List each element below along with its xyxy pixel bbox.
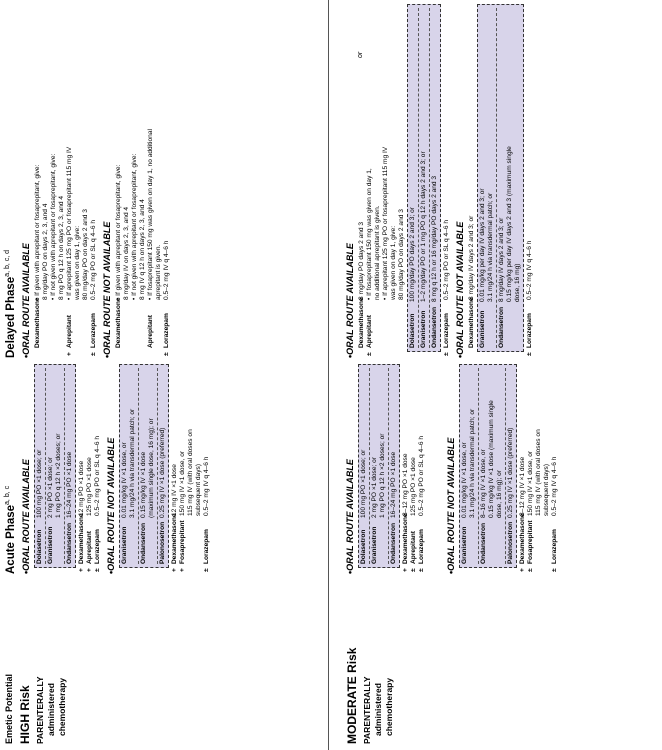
acute-phase-title: Acute Phase (4, 504, 17, 574)
high-risk-name: HIGH Risk (18, 685, 32, 744)
drug-name (469, 518, 477, 564)
drug-name: Dolasetron (360, 529, 367, 564)
drug-name (50, 300, 58, 348)
drug-name (155, 300, 163, 348)
drug-prefix (468, 348, 476, 356)
drug-prefix: ± (89, 352, 97, 356)
drug-prefix: ± (202, 568, 210, 572)
drug-name (131, 300, 139, 348)
drug-dose: 16–24 mg PO ×1 dose (390, 451, 397, 518)
drug-name: Granisetron (120, 526, 128, 564)
drug-dose: 80 mg/day PO on days 2 and 3 (81, 209, 89, 300)
drug-dose: subsequent days) (194, 463, 202, 516)
drug-prefix (390, 348, 398, 356)
moderate-acute-oral-route: • ORAL ROUTE AVAILABLE (345, 364, 355, 574)
drug-name: Aprepitant (146, 315, 154, 348)
drug-dose: 3.1 mg/24 h via transdermal patch; or (487, 192, 494, 302)
drug-line (58, 4, 66, 356)
drug-name (42, 300, 50, 348)
drug-line (123, 4, 131, 356)
drug-dose: 125 mg PO ×1 dose (410, 457, 417, 516)
drug-name: Dexamethasone (402, 513, 409, 564)
drug-dose: 8–12 mg PO ×1 dose (402, 453, 409, 516)
drug-name: Granisetron (420, 310, 427, 348)
moderate-acute-oral-plus (402, 364, 426, 574)
drug-prefix (131, 348, 139, 356)
drug-prefix (382, 348, 390, 356)
moderate-risk-section (337, 0, 662, 750)
drug-name (374, 300, 382, 348)
drug-row (429, 8, 439, 348)
drug-line (410, 364, 418, 572)
drug-dose: 8 mg q 12 h or 16 mg/day PO days 2 and 3 (431, 175, 438, 302)
drug-name: Dolasetron (409, 313, 416, 348)
drug-name (74, 300, 82, 348)
drug-dose: 0.5–2 mg PO or SL q 4–6 h (93, 435, 101, 516)
drug-dose: 80 mg/day PO on days 2 and 3 (398, 209, 405, 300)
drug-name: Lorazepam (526, 313, 533, 348)
drug-prefix: + (85, 568, 93, 572)
drug-name: Aprepitant (410, 531, 417, 564)
drug-line (535, 364, 543, 572)
drug-row (148, 368, 156, 564)
drug-dose: 1 mg PO q 12 h ×2 doses; or (379, 433, 386, 518)
drug-dose: • If aprepitant 125 mg PO or fosaprepitant 115 mg IV (382, 146, 389, 300)
drug-dose: 100 mg/day PO days 2 and 3; or (409, 207, 416, 302)
drug-dose: 8 mg/day PO days 2 and 3 (358, 221, 365, 300)
moderate-delayed-oral-box (407, 4, 441, 352)
drug-row (496, 368, 504, 564)
drug-prefix: ± (527, 568, 534, 572)
drug-name (535, 516, 543, 564)
drug-line (82, 4, 90, 356)
drug-line (195, 364, 203, 572)
drug-row (45, 368, 55, 564)
drug-dose: 0.01 mg/kg IV ×1 dose, or (461, 442, 468, 518)
drug-row (36, 368, 44, 564)
drug-line (527, 364, 535, 572)
drug-dose: was given on day 1, give: (73, 225, 81, 300)
drug-prefix (358, 348, 366, 356)
drug-name (487, 302, 495, 348)
drug-name: Ondansetron (431, 306, 438, 348)
moderate-acute-column (341, 364, 559, 574)
moderate-acute-oral-box (358, 364, 400, 568)
high-acute-oral-route: • ORAL ROUTE AVAILABLE (21, 364, 31, 574)
drug-name: Lorazepam (162, 313, 170, 348)
drug-dose: • If not given with aprepitant or fosaprepitant, give: (130, 153, 138, 300)
drug-line (171, 364, 179, 572)
drug-row (55, 368, 63, 564)
drug-line (382, 4, 390, 356)
drug-name: Lorazepam (551, 529, 558, 564)
drug-name: Ondansetron (480, 522, 487, 564)
drug-name: Ondansetron (390, 522, 397, 564)
drug-line (66, 4, 74, 356)
moderate-acute-not-plus (519, 364, 559, 574)
drug-name: Dexamethasone (358, 297, 365, 348)
drug-dose: 0.01 mg/kg per day IV days 2 and 3; or (479, 188, 486, 302)
drug-name (58, 300, 66, 348)
emetic-potential-heading: Emetic Potential (4, 673, 14, 744)
drug-prefix (139, 348, 147, 356)
moderate-delayed-oral-after (443, 4, 451, 358)
drug-dose: 16–24 mg PO ×1 dose (65, 451, 73, 518)
drug-prefix (34, 348, 42, 356)
drug-line (139, 4, 147, 356)
drug-row (479, 8, 487, 348)
drug-prefix: ± (526, 352, 533, 356)
drug-name: Lorazepam (89, 313, 97, 348)
drug-line (131, 4, 139, 356)
moderate-acute-not-box (459, 364, 517, 568)
drug-prefix (398, 348, 406, 356)
drug-name (398, 300, 406, 348)
high-delayed-oral-route: • ORAL ROUTE AVAILABLE (21, 4, 31, 358)
drug-name (148, 518, 156, 564)
drug-row (461, 368, 469, 564)
moderate-delayed-column (341, 4, 534, 358)
acute-phase-footnote: a, b, c (4, 485, 11, 505)
moderate-delayed-not-lines (468, 4, 476, 358)
drug-line (366, 4, 374, 356)
drug-row (157, 368, 167, 564)
drug-line (187, 364, 195, 572)
drug-prefix: + (170, 568, 178, 572)
moderate-delayed-not-route: • ORAL ROUTE NOT AVAILABLE (455, 4, 465, 358)
drug-dose: 0.15 mg/kg IV ×1 dose (maximum single (488, 400, 495, 518)
drug-name (506, 302, 514, 348)
high-delayed-column (4, 4, 171, 358)
drug-name: Ondansetron (139, 522, 147, 564)
drug-dose: 125 mg PO ×1 dose (85, 457, 93, 516)
drug-name (129, 518, 137, 564)
drug-line (94, 364, 102, 572)
drug-prefix: ± (443, 352, 450, 356)
drug-name: Dexamethasone (170, 513, 178, 564)
drug-name: Aprepitant (65, 315, 73, 348)
drug-name: Granisetron (371, 526, 378, 564)
drug-row (506, 8, 514, 348)
drug-row (496, 8, 506, 348)
drug-prefix (123, 348, 131, 356)
drug-dose: 0.25 mg IV ×1 dose (preferred) (507, 427, 514, 518)
drug-name (543, 516, 551, 564)
drug-dose: dose, 16 mg); or (496, 469, 503, 518)
drug-prefix: ± (410, 568, 417, 572)
drug-dose: 8 mg IV q 12 h on days 2, 3, and 4 (138, 199, 146, 300)
drug-dose: 115 mg IV (with oral doses on (186, 429, 194, 516)
drug-dose: • If not given with aprepitant or fosaprepitant, give: (49, 153, 57, 300)
drug-name: Lorazepam (418, 529, 425, 564)
drug-dose: 150 mg IV ×1 dose, or (527, 450, 534, 516)
drug-line (115, 4, 123, 356)
drug-prefix: + (77, 568, 85, 572)
drug-dose: subsequent days) (543, 463, 550, 516)
drug-name: Ondansetron (65, 522, 73, 564)
drug-name: Granisetron (479, 310, 486, 348)
high-acute-not-plus (171, 364, 211, 574)
drug-dose: 8 mg/day IV days 2 and 3; or (468, 215, 475, 300)
drug-line (42, 4, 50, 356)
drug-name: Fosaprepitant (527, 520, 534, 564)
drug-name (82, 300, 90, 348)
high-delayed-oral-lines (34, 4, 98, 358)
drug-prefix (195, 564, 203, 572)
drug-row (121, 368, 129, 564)
drug-line (147, 4, 155, 356)
drug-dose: aprepitant is given. (154, 244, 162, 300)
drug-line (203, 364, 211, 572)
drug-row (129, 368, 137, 564)
drug-name (488, 518, 496, 564)
moderate-delayed-oral-lines (358, 4, 406, 358)
drug-name: Aprepitant (366, 315, 373, 348)
drug-row (409, 8, 417, 348)
drug-prefix (50, 348, 58, 356)
drug-dose: 0.01 mg/kg IV ×1 dose, or (120, 442, 128, 518)
drug-prefix: ± (366, 352, 373, 356)
drug-name (514, 302, 522, 348)
or-label: or (357, 51, 364, 58)
drug-name (382, 300, 390, 348)
drug-dose: 100 mg PO ×1 dose; or (360, 449, 367, 518)
drug-dose: 0.5–2 mg PO or SL q 4–6 h (418, 435, 425, 516)
high-risk-sub1: PARENTERALLY (35, 676, 45, 744)
drug-line (163, 4, 171, 356)
drug-line (551, 364, 559, 572)
drug-dose: 0.15 mg/kg per day IV days 2 and 3 (maximum single (506, 146, 513, 302)
high-risk-sub2: administered (46, 683, 56, 736)
moderate-risk-description (362, 574, 395, 744)
drug-dose: 12 mg IV ×1 dose (170, 464, 178, 516)
drug-dose: 8 mg/day IV on days 2, 3, and 4 (122, 206, 130, 300)
drug-name (390, 300, 398, 348)
drug-row (360, 368, 368, 564)
drug-dose: 0.5–2 mg IV q 4–6 h (551, 456, 558, 516)
drug-dose: • If fosaprepitant 150 mg was given on day 1, (366, 168, 373, 300)
drug-prefix (115, 348, 123, 356)
drug-prefix (147, 348, 155, 356)
drug-prefix (535, 564, 543, 572)
high-risk-label-column (4, 574, 68, 744)
drug-row (388, 368, 398, 564)
drug-dose: • If fosaprepitant 150 mg was given on day 1, no additional (146, 129, 154, 300)
drug-name: Lorazepam (93, 529, 101, 564)
drug-line (402, 364, 410, 572)
drug-dose: • If given with aprepitant or fosaprepitant, give: (33, 164, 41, 300)
drug-dose: 0.5–2 mg PO or SL q 4–6 h (89, 219, 97, 300)
drug-line (519, 364, 527, 572)
drug-prefix (82, 348, 90, 356)
delayed-phase-heading (4, 4, 17, 358)
drug-line (468, 4, 476, 356)
section-divider (328, 0, 329, 750)
moderate-risk-sub1: PARENTERALLY (362, 676, 372, 744)
drug-dose: 0.5–2 mg IV q 4–6 h (526, 240, 533, 300)
drug-dose: 3.1 mg/24 h via transdermal patch; or (469, 408, 476, 518)
drug-name (379, 518, 387, 564)
drug-line (90, 4, 98, 356)
drug-line (78, 364, 86, 572)
drug-line (390, 4, 398, 356)
drug-name: Lorazepam (202, 529, 210, 564)
drug-dose: 2 mg PO ×1 dose; or (371, 456, 378, 518)
drug-name (496, 518, 504, 564)
drug-prefix: ± (551, 568, 558, 572)
drug-dose: was given on day 1, give: (390, 225, 397, 300)
drug-dose: 12 mg PO ×1 dose (77, 460, 85, 516)
delayed-phase-title: Delayed Phase (4, 276, 17, 358)
drug-line (155, 4, 163, 356)
high-acute-not-box (119, 364, 169, 568)
drug-prefix (187, 564, 195, 572)
drug-line (374, 4, 382, 356)
drug-name: Dexamethasone (468, 297, 475, 348)
drug-name: Dexamethasone (114, 297, 122, 348)
drug-dose: 150 mg IV ×1 dose, or (178, 450, 186, 516)
moderate-delayed-not-box (477, 4, 524, 352)
drug-dose: 8–12 mg IV ×1 dose (519, 456, 526, 516)
moderate-risk-sub3: chemotherapy (384, 677, 394, 736)
drug-name: Dexamethasone (77, 513, 85, 564)
drug-row (138, 368, 148, 564)
high-acute-oral-plus (78, 364, 102, 574)
drug-dose: 1–2 mg/day PO or 1 mg PO q 12 h days 2 and 3; or (420, 151, 427, 302)
drug-line (50, 4, 58, 356)
drug-dose: 100 mg PO ×1 dose; or (35, 449, 43, 518)
drug-prefix: + (178, 568, 186, 572)
high-acute-column (4, 364, 211, 574)
drug-dose: 8 mg/day PO on days 2, 3, and 4 (41, 203, 49, 300)
drug-dose: • If aprepitant 125 mg PO or fosaprepitant 115 mg IV (65, 146, 73, 300)
drug-prefix: + (65, 352, 73, 356)
drug-dose: 115 mg IV (with oral doses on (535, 429, 542, 516)
moderate-risk-name: MODERATE Risk (345, 647, 359, 744)
drug-name: Lorazepam (443, 313, 450, 348)
drug-row (505, 368, 515, 564)
high-delayed-not-lines (115, 4, 171, 358)
drug-row (469, 368, 477, 564)
drug-line (179, 364, 187, 572)
drug-line (418, 364, 426, 572)
drug-name: Dexamethasone (519, 513, 526, 564)
drug-name: Granisetron (46, 526, 54, 564)
drug-name (139, 300, 147, 348)
drug-name (187, 516, 195, 564)
drug-row (418, 8, 428, 348)
drug-dose: dose, 16 mg) (514, 263, 521, 302)
moderate-risk-sub2: administered (373, 683, 383, 736)
drug-name (195, 516, 203, 564)
drug-prefix (42, 348, 50, 356)
drug-dose: (maximum single dose, 16 mg); or (147, 418, 155, 518)
drug-prefix (374, 348, 382, 356)
drug-row (64, 368, 74, 564)
moderate-risk-label-column (341, 574, 395, 744)
high-risk-description (35, 574, 68, 744)
drug-name: Dexamethasone (33, 297, 41, 348)
high-risk-section (0, 0, 325, 750)
delayed-phase-footnote: a, b, c, d (4, 249, 11, 277)
drug-name: Palonosetron (507, 521, 514, 564)
moderate-acute-not-route: • ORAL ROUTE NOT AVAILABLE (446, 364, 456, 574)
drug-dose: 0.15 mg/kg IV ×1 dose (139, 451, 147, 518)
moderate-delayed-not-after (526, 4, 534, 358)
drug-line (443, 4, 451, 356)
drug-prefix (58, 348, 66, 356)
drug-line (543, 364, 551, 572)
drug-dose: 3.1 mg/24 h via transdermal patch; or (128, 408, 136, 518)
drug-row (478, 368, 488, 564)
drug-dose: 8–16 mg IV ×1 dose, or (480, 449, 487, 518)
drug-name: Granisetron (461, 526, 468, 564)
drug-prefix (74, 348, 82, 356)
drug-prefix (543, 564, 551, 572)
drug-prefix: ± (418, 568, 425, 572)
drug-row (488, 368, 496, 564)
drug-line (34, 4, 42, 356)
drug-prefix: + (519, 568, 526, 572)
drug-dose: 0.5–2 mg IV q 4–6 h (162, 240, 170, 300)
drug-row (369, 368, 379, 564)
high-delayed-not-route: • ORAL ROUTE NOT AVAILABLE (102, 4, 112, 358)
drug-dose: 0.5–2 mg IV q 4–6 h (202, 456, 210, 516)
drug-name (123, 300, 131, 348)
high-acute-oral-box (34, 364, 76, 568)
drug-dose: • If given with aprepitant or fosaprepitant, give: (114, 164, 122, 300)
drug-dose: no additional aprepitant is given. (374, 205, 381, 300)
drug-dose: 8 mg/day IV days 2 and 3; or (498, 217, 505, 302)
drug-prefix (155, 348, 163, 356)
drug-line (526, 4, 534, 356)
high-acute-not-route: • ORAL ROUTE NOT AVAILABLE (106, 364, 116, 574)
drug-name: Palonosetron (158, 521, 166, 564)
drug-prefix: + (402, 568, 409, 572)
acute-phase-heading (4, 364, 17, 574)
drug-dose: 0.5–2 mg PO or SL q 4–6 h (443, 219, 450, 300)
drug-line (74, 4, 82, 356)
drug-row (514, 8, 522, 348)
drug-dose: 8 mg PO q 12 h on days 2, 3, and 4 (57, 195, 65, 300)
drug-name: Dolasetron (35, 529, 43, 564)
drug-name: Fosaprepitant (178, 520, 186, 564)
drug-name (55, 518, 63, 564)
drug-row (487, 8, 495, 348)
drug-line (398, 4, 406, 356)
drug-dose: 1 mg PO q 12 h ×2 doses; or (54, 433, 62, 518)
drug-name: Ondansetron (498, 306, 505, 348)
drug-dose: 0.25 mg IV ×1 dose (preferred) (158, 427, 166, 518)
drug-prefix: ± (162, 352, 170, 356)
drug-prefix: ± (93, 568, 101, 572)
high-risk-sub3: chemotherapy (57, 677, 67, 736)
drug-line (86, 364, 94, 572)
drug-row (379, 368, 387, 564)
drug-name: Aprepitant (85, 531, 93, 564)
drug-dose: 2 mg PO ×1 dose; or (46, 456, 54, 518)
moderate-delayed-oral-route: • ORAL ROUTE AVAILABLE (345, 4, 355, 358)
